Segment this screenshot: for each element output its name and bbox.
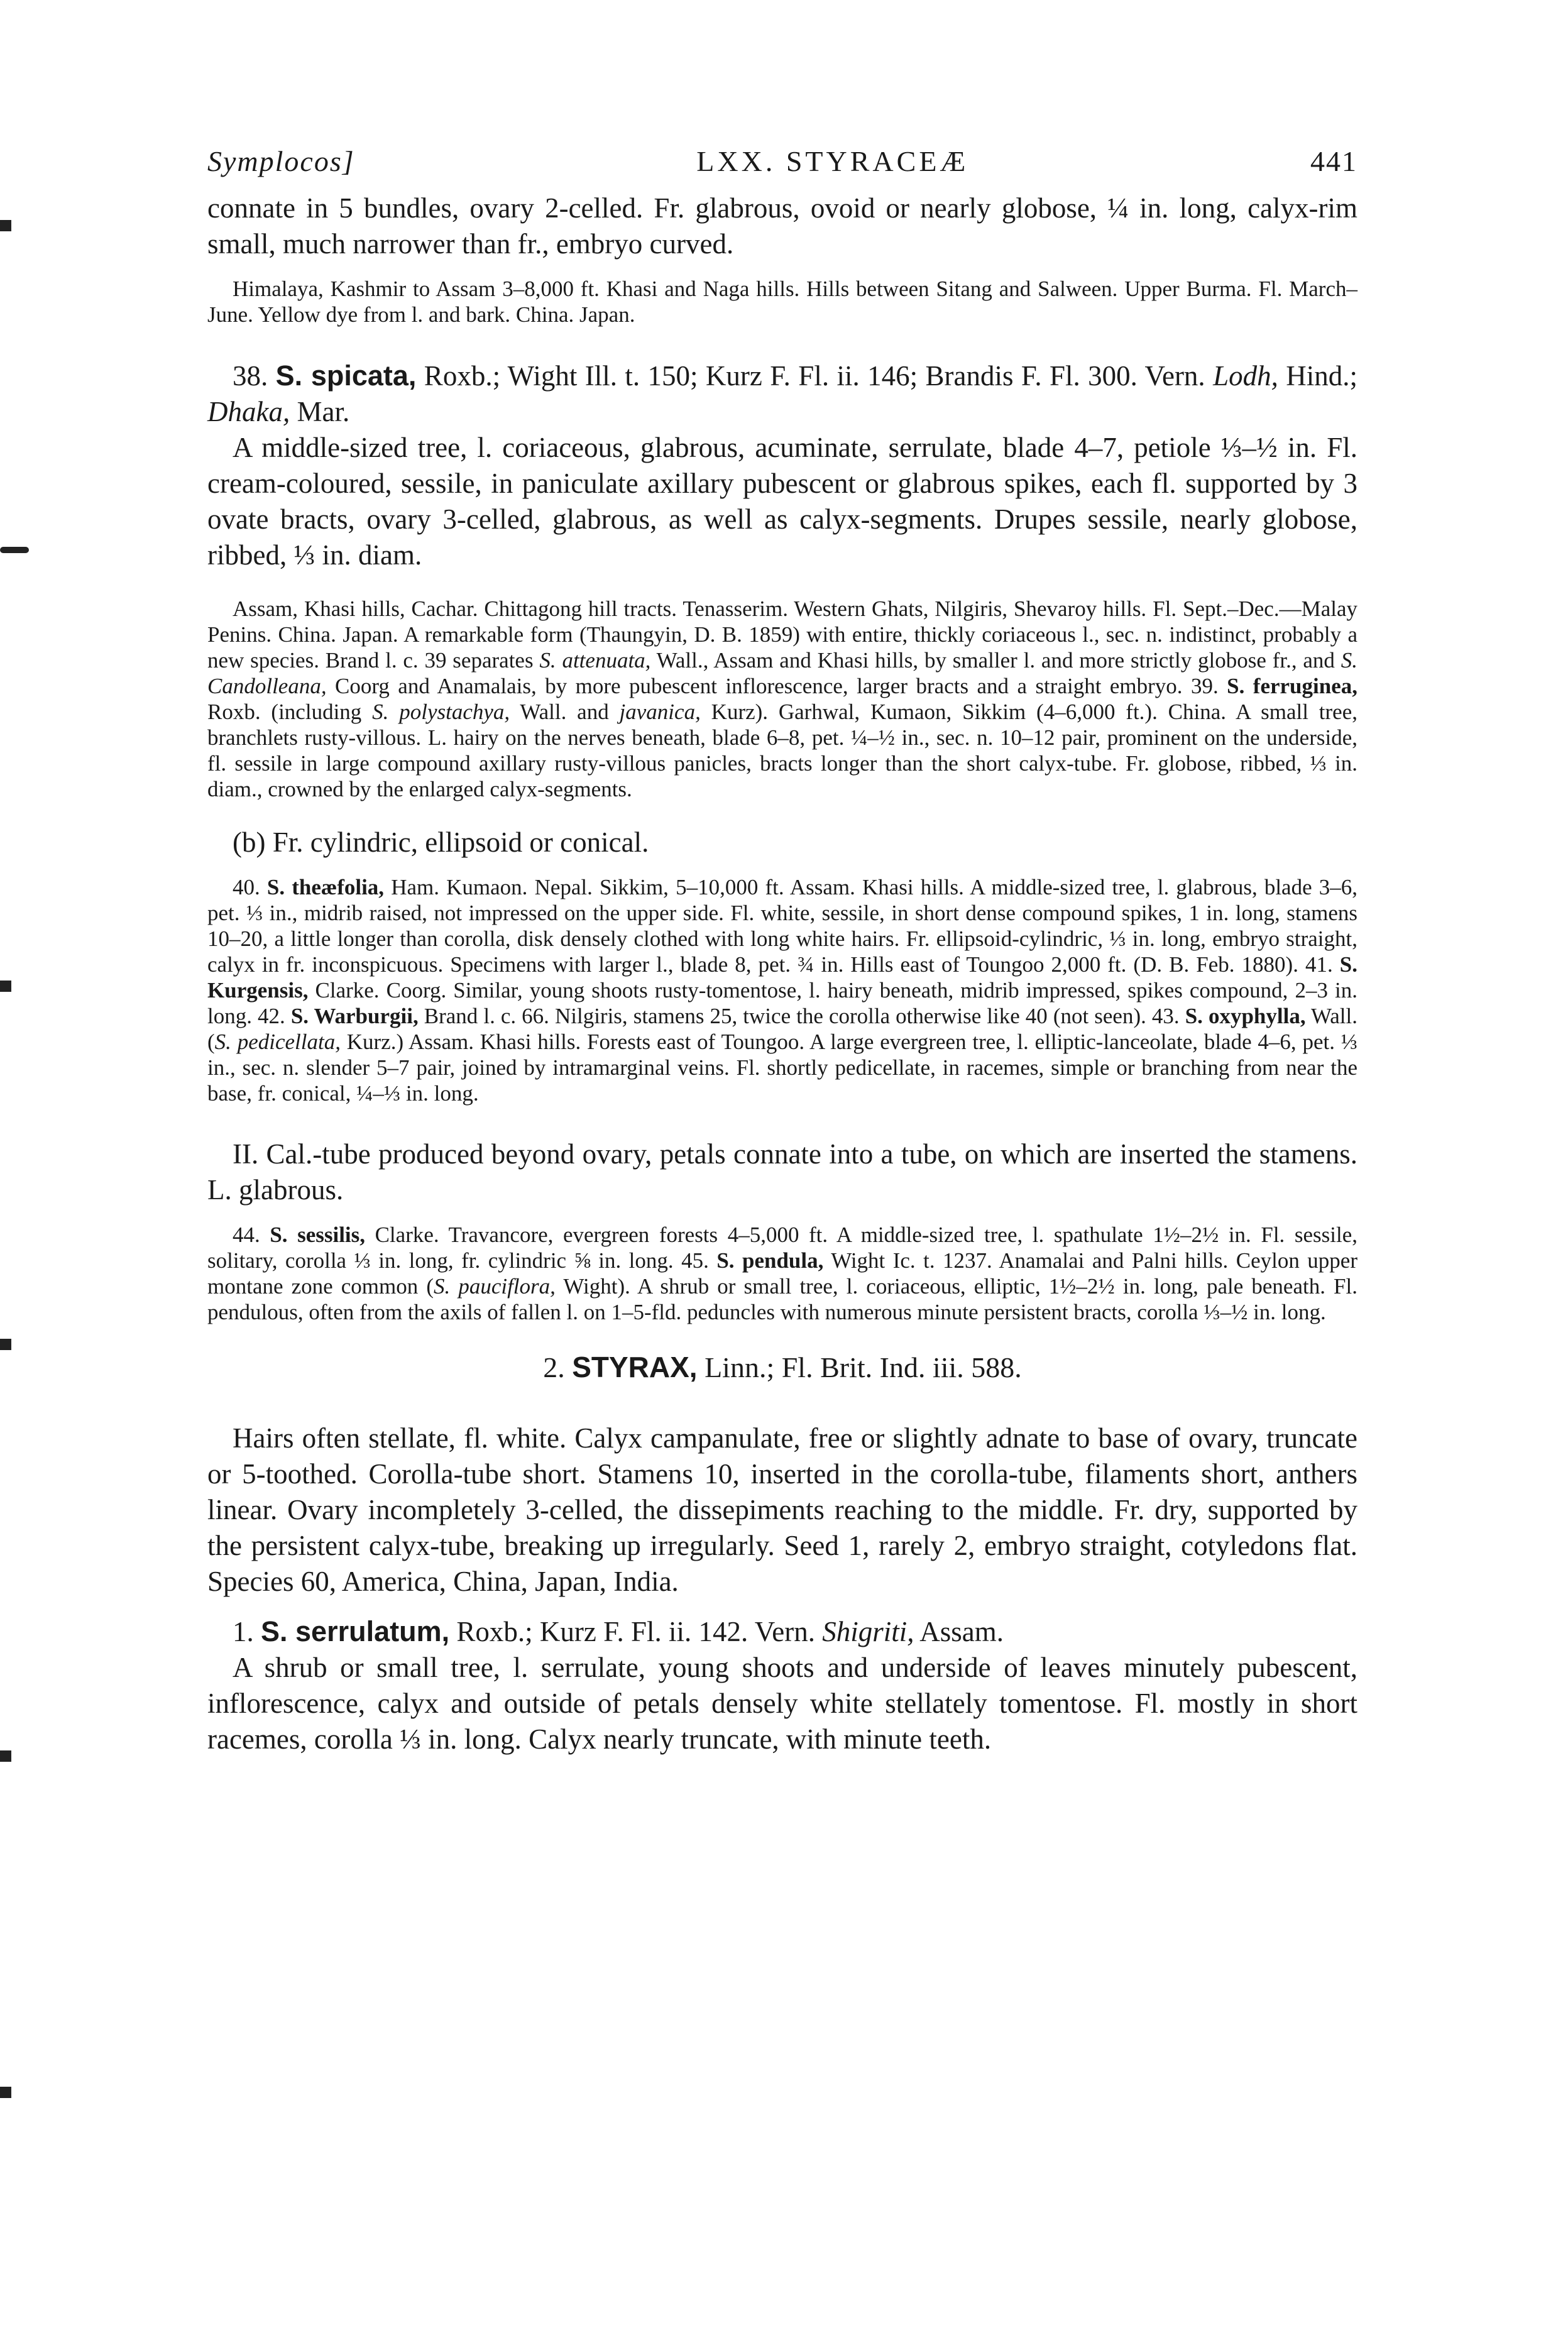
continued-paragraph: connate in 5 bundles, ovary 2-celled. Fr. glabrous, ovoid or nearly globose, ¼ in. long, calyx-rim small, much narrower than fr., embryo curved. — [207, 192, 1357, 260]
header-genus: Symplocos] — [207, 145, 355, 177]
styrax-species-1-description: A shrub or small tree, l. serrulate, young shoots and underside of leaves minutely pubescent, inflorescence, calyx and outside of petals densely white stellately tomentose. Fl. mostly in short racemes, corolla ⅓ in. long. Calyx nearly truncate, with minute teeth. — [207, 1652, 1357, 1755]
genus-styrax-description: Hairs often stellate, fl. white. Calyx campanulate, free or slightly adnate to base of ovary, truncate or 5-toothed. Corolla-tube short. Stamens 10, inserted in the corolla-tube, filaments short, anthers linear. Ovary incompletely 3-celled, the dissepiments reaching to the middle. Fr. dry, supported by the persistent calyx-tube, breaking up irregularly. Seed 1, rarely 2, embryo straight, cotyledons flat. Species 60, America, China, Japan, India. — [207, 1422, 1357, 1597]
section-II-heading: II. Cal.-tube produced beyond ovary, petals connate into a tube, on which are inserted the stamens. L. glabrous. — [207, 1138, 1357, 1206]
margin-mark — [0, 1750, 11, 1762]
header-family: LXX. STYRACEÆ — [696, 145, 969, 177]
species-name: S. serrulatum, — [261, 1615, 450, 1647]
species-38-heading: 38. S. spicata, Roxb.; Wight Ill. t. 150; Kurz F. Fl. ii. 146; Brandis F. Fl. 300. Vern. Lodh, Hind.; Dhaka, Mar. — [207, 360, 1358, 427]
species-40-43-notes: 40. S. theæfolia, Ham. Kumaon. Nepal. Sikkim, 5–10,000 ft. Assam. Khasi hills. A middle-sized tree, l. glabrous, blade 3–6, pet. ⅓ in., midrib raised, not impressed on the upper side. Fl. white, sessile, in short dense compound spikes, 1 in. long, stamens 10–20, a little longer than corolla, disk densely clothed with long white hairs. Fr. ellipsoid-cylindric, ⅓ in. long, embryo straight, calyx in fr. inconspicuous. Specimens with larger l., blade 8, pet. ¾ in. Hills east of Toungoo 2,000 ft. (D. B. Feb. 1880). 41. S. Kurgensis, Clarke. Coorg. Similar, young shoots rusty-tomentose, l. hairy beneath, midrib impressed, spikes compound, 2–3 in. long. 42. S. Warburgii, Brand l. c. 66. Nilgiris, stamens 25, twice the corolla otherwise like 40 (not seen). 43. S. oxyphylla, Wall. (S. pedicellata, Kurz.) Assam. Khasi hills. Forests east of Toungoo. A large evergreen tree, l. elliptic-lanceolate, blade 4–6, pet. ⅓ in., sec. n. slender 5–7 pair, joined by intramarginal veins. Fl. shortly pedicellate, in racemes, simple or branching from near the base, fr. conical, ¼–⅓ in. long. — [207, 875, 1358, 1106]
species-name: S. spicata, — [275, 360, 417, 392]
styrax-species-1-heading: 1. S. serrulatum, Roxb.; Kurz F. Fl. ii. 142. Vern. Shigriti, Assam. — [233, 1615, 1004, 1647]
margin-mark — [0, 981, 11, 992]
subsection-b-heading: (b) Fr. cylindric, ellipsoid or conical. — [233, 827, 649, 858]
margin-mark — [0, 1339, 11, 1350]
page-number: 441 — [1310, 145, 1357, 177]
running-header — [207, 145, 1357, 178]
genus-styrax-heading: 2. STYRAX, Linn.; Fl. Brit. Ind. iii. 588. — [543, 1351, 1022, 1383]
margin-mark — [0, 547, 29, 553]
species-44-45-notes: 44. S. sessilis, Clarke. Travancore, evergreen forests 4–5,000 ft. A middle-sized tree, l. spathulate 1½–2½ in. Fl. sessile, solitary, corolla ⅓ in. long, fr. cylindric ⅝ in. long. 45. S. pendula, Wight Ic. t. 1237. Anamalai and Palni hills. Ceylon upper montane zone common (S. pauciflora, Wight). A shrub or small tree, l. coriaceous, elliptic, 1½–2½ in. long, pale beneath. Fl. pendulous, often from the axils of fallen l. on 1–5-fld. peduncles with numerous minute persistent bracts, corolla ⅓–½ in. long. — [207, 1222, 1357, 1324]
margin-mark — [0, 220, 11, 231]
page-content — [207, 145, 1357, 1757]
distribution-note: Himalaya, Kashmir to Assam 3–8,000 ft. Khasi and Naga hills. Hills between Sitang and Salween. Upper Burma. Fl. March–June. Yellow dye from l. and bark. China. Japan. — [207, 277, 1357, 327]
margin-mark — [0, 2087, 11, 2098]
species-38-notes: Assam, Khasi hills, Cachar. Chittagong hill tracts. Tenasserim. Western Ghats, Nilgiris, Shevaroy hills. Fl. Sept.–Dec.—Malay Penins. China. Japan. A remarkable form (Thaungyin, D. B. 1859) with entire, thickly coriaceous l., sec. n. indistinct, probably a new species. Brand l. c. 39 separates S. attenuata, Wall., Assam and Khasi hills, by smaller l. and more strictly globose fr., and S. Candolleana, Coorg and Anamalais, by more pubescent inflorescence, larger bracts and a straight embryo. 39. S. ferruginea, Roxb. (including S. polystachya, Wall. and javanica, Kurz). Garhwal, Kumaon, Sikkim (4–6,000 ft.). China. A small tree, branchlets rusty-villous. L. hairy on the nerves beneath, blade 6–8, pet. ¼–½ in., sec. n. 10–12 pair, prominent on the underside, fl. sessile in large compound axillary rusty-villous panicles, bracts longer than the short calyx-tube. Fr. globose, ribbed, ⅓ in. diam., crowned by the enlarged calyx-segments. — [207, 596, 1357, 801]
species-38-description: A middle-sized tree, l. coriaceous, glabrous, acuminate, serrulate, blade 4–7, petiole ⅓–½ in. Fl. cream-coloured, sessile, in paniculate axillary pubescent or glabrous spikes, each fl. supported by 3 ovate bracts, ovary 3-celled, glabrous, as well as calyx-segments. Drupes sessile, nearly globose, ribbed, ⅓ in. diam. — [207, 432, 1357, 571]
